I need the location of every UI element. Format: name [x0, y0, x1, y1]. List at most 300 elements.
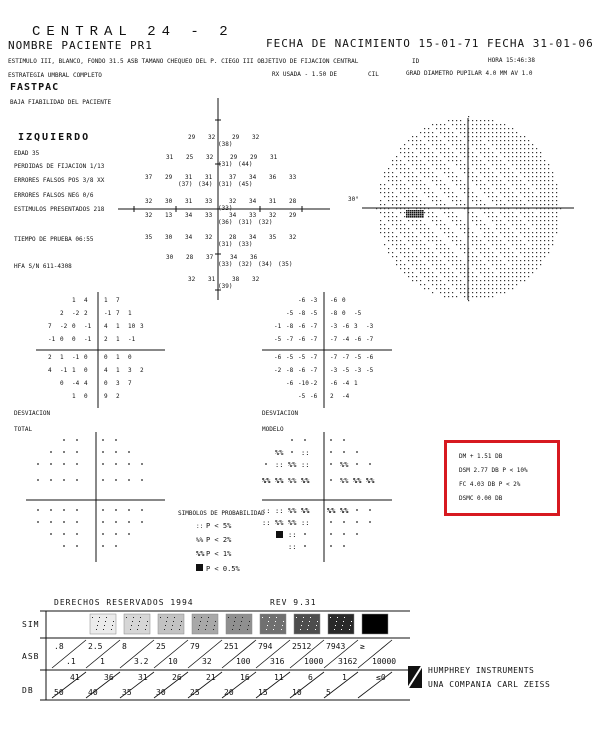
greyscale-dot: [532, 184, 533, 185]
greyscale-dot: [508, 168, 509, 169]
greyscale-dot: [488, 156, 489, 157]
greyscale-dot: [400, 172, 401, 173]
greyscale-dot: [500, 260, 501, 261]
greyscale-dot: [484, 256, 485, 257]
greyscale-dot: [416, 236, 417, 237]
greyscale-dot: [552, 196, 553, 197]
greyscale-dot: [500, 164, 501, 165]
asb-lower-value: 3162: [338, 657, 358, 666]
greyscale-dot: [440, 224, 441, 225]
greyscale-dot: [548, 208, 549, 209]
greyscale-dot: [496, 276, 497, 277]
greyscale-dot: [472, 296, 473, 297]
greyscale-dot: [516, 244, 517, 245]
greyscale-dot: [540, 200, 541, 201]
greyscale-dot: [464, 284, 465, 285]
greyscale-dot: [388, 236, 389, 237]
greyscale-dot: [440, 204, 441, 205]
greyscale-dot: [492, 256, 493, 257]
threshold-value: 28: [229, 234, 237, 241]
prob-symbol: %%: [288, 507, 297, 515]
asb-lower-value: 100: [236, 657, 251, 666]
greyscale-dot: [436, 136, 437, 137]
greyscale-dot: [516, 168, 517, 169]
greyscale-dot: [476, 196, 477, 197]
greyscale-dot: [484, 176, 485, 177]
greyscale-dot: [420, 132, 421, 133]
greyscale-dot: [544, 184, 545, 185]
greyscale-dot: [384, 236, 385, 237]
greyscale-dot: [536, 268, 537, 269]
greyscale-dot: [508, 280, 509, 281]
greyscale-dot: [396, 248, 397, 249]
greyscale-dot: [388, 176, 389, 177]
greyscale-dot: [436, 284, 437, 285]
greyscale-dot: [428, 192, 429, 193]
prob-symbol: ::: [288, 543, 297, 551]
blind-spot-dot: [414, 216, 416, 218]
prob-dot: [356, 451, 358, 453]
threshold-value: 13: [165, 212, 173, 219]
greyscale-dot: [428, 148, 429, 149]
greyscale-dot: [464, 132, 465, 133]
greyscale-dot: [396, 260, 397, 261]
greyscale-dot: [548, 164, 549, 165]
blind-spot-dot: [414, 210, 416, 212]
greyscale-dot: [396, 264, 397, 265]
greyscale-dot: [536, 164, 537, 165]
greyscale-dot: [512, 184, 513, 185]
greyscale-dot: [524, 152, 525, 153]
greyscale-dot: [544, 196, 545, 197]
greyscale-dot: [496, 124, 497, 125]
deviation-value: 7: [48, 323, 52, 330]
deviation-value: -4: [342, 336, 350, 343]
greyscale-dot: [492, 284, 493, 285]
greyscale-dot: [488, 148, 489, 149]
greyscale-dot: [504, 212, 505, 213]
greyscale-dot: [508, 160, 509, 161]
deviation-value: 4: [84, 380, 88, 387]
greyscale-dot: [440, 184, 441, 185]
greyscale-dot: [448, 272, 449, 273]
greyscale-dot: [536, 208, 537, 209]
greyscale-dot: [452, 284, 453, 285]
greyscale-dot: [548, 204, 549, 205]
greyscale-dot: [448, 140, 449, 141]
greyscale-dot: [432, 260, 433, 261]
greyscale-dot: [500, 144, 501, 145]
greyscale-dot: [388, 192, 389, 193]
greyscale-dot: [456, 144, 457, 145]
greyscale-dot: [556, 208, 557, 209]
greyscale-dot: [544, 244, 545, 245]
deviation-value: -7: [286, 336, 294, 343]
greyscale-dot: [468, 268, 469, 269]
greyscale-dot: [408, 256, 409, 257]
greyscale-dot: [556, 196, 557, 197]
greyscale-dot: [440, 160, 441, 161]
greyscale-dot: [420, 248, 421, 249]
greyscale-dot: [504, 140, 505, 141]
test-duration: TIEMPO DE PRUEBA 06:55: [14, 236, 94, 243]
prob-dot: [102, 521, 104, 523]
greyscale-dot: [492, 244, 493, 245]
greyscale-dot: [396, 236, 397, 237]
greyscale-dot: [512, 148, 513, 149]
greyscale-dot: [548, 196, 549, 197]
greyscale-dot: [504, 128, 505, 129]
deviation-value: 10: [128, 323, 136, 330]
greyscale-dot: [476, 164, 477, 165]
deviation-value: -5: [298, 393, 306, 400]
greyscale-dot: [476, 248, 477, 249]
greyscale-dot: [384, 196, 385, 197]
greyscale-dot: [392, 184, 393, 185]
greyscale-dot: [388, 200, 389, 201]
greyscale-dot: [404, 168, 405, 169]
greyscale-dot: [488, 272, 489, 273]
prob-dot: [128, 463, 130, 465]
greyscale-dot: [420, 164, 421, 165]
greyscale-dot: [508, 132, 509, 133]
greyscale-dot: [496, 216, 497, 217]
greyscale-dot: [524, 228, 525, 229]
prob-dot: [50, 451, 52, 453]
greyscale-dot: [504, 216, 505, 217]
greyscale-dot: [392, 244, 393, 245]
blind-spot-dot: [418, 216, 420, 218]
greyscale-dot: [384, 172, 385, 173]
greyscale-dot: [404, 268, 405, 269]
greyscale-dot: [540, 208, 541, 209]
greyscale-dot: [480, 148, 481, 149]
prob-symbol: ::: [288, 531, 297, 539]
greyscale-dot: [480, 244, 481, 245]
greyscale-dot: [460, 148, 461, 149]
deviation-value: -5: [342, 367, 350, 374]
greyscale-dot: [456, 156, 457, 157]
db-lower-value: 20: [224, 688, 234, 697]
prob-dot: [128, 509, 130, 511]
prob-dot: [115, 521, 117, 523]
greyscale-dot: [476, 264, 477, 265]
db-upper-value: 41: [70, 673, 80, 682]
db-lower-value: 5: [326, 688, 331, 697]
greyscale-dot: [500, 136, 501, 137]
greyscale-dot: [420, 228, 421, 229]
deviation-value: 1: [72, 393, 76, 400]
greyscale-dot: [524, 276, 525, 277]
greyscale-dot: [432, 200, 433, 201]
threshold-value: 37: [145, 174, 153, 181]
greyscale-dot: [428, 152, 429, 153]
greyscale-dot: [388, 208, 389, 209]
deviation-value: 7: [116, 297, 120, 304]
greyscale-dot: [512, 180, 513, 181]
scale-symbols: [56, 614, 388, 634]
greyscale-dot: [448, 268, 449, 269]
deviation-value: 3: [116, 380, 120, 387]
greyscale-dot: [504, 136, 505, 137]
deviation-value: -6: [298, 367, 306, 374]
greyscale-dot: [452, 156, 453, 157]
threshold-value: 32: [229, 198, 237, 205]
greyscale-dot: [444, 256, 445, 257]
asb-upper-value: 79: [190, 642, 200, 651]
prob-dot: [343, 533, 345, 535]
greyscale-dot: [556, 192, 557, 193]
greyscale-dot: [496, 256, 497, 257]
prob-dot: [369, 521, 371, 523]
greyscale-dot: [428, 248, 429, 249]
threshold-value: 34: [230, 254, 238, 261]
greyscale-dot: [428, 276, 429, 277]
greyscale-dot: [524, 208, 525, 209]
greyscale-dot: [512, 236, 513, 237]
greyscale-dot: [504, 272, 505, 273]
greyscale-dot: [460, 228, 461, 229]
greyscale-dot: [384, 208, 385, 209]
dev-model-label1: DESVIACION: [262, 410, 299, 417]
deviation-value: 2: [84, 310, 88, 317]
greyscale-dot: [456, 280, 457, 281]
greyscale-dot: [484, 296, 485, 297]
greyscale-dot: [420, 180, 421, 181]
greyscale-dot: [472, 176, 473, 177]
prob-symbol: ::: [262, 507, 271, 515]
greyscale-dot: [540, 176, 541, 177]
greyscale-dot: [460, 124, 461, 125]
prob-dot: [63, 451, 65, 453]
greyscale-dot: [420, 272, 421, 273]
prob-dot: [63, 439, 65, 441]
blind-spot-dot: [408, 214, 410, 216]
greyscale-dot: [524, 256, 525, 257]
greyscale-dot: [492, 296, 493, 297]
greyscale-dot: [476, 220, 477, 221]
greyscale-dot: [452, 236, 453, 237]
greyscale-dot: [424, 132, 425, 133]
greyscale-dot: [408, 180, 409, 181]
greyscale-dot: [392, 232, 393, 233]
greyscale-dot: [472, 240, 473, 241]
greyscale-dot: [500, 128, 501, 129]
deviation-value: 1: [116, 354, 120, 361]
greyscale-dot: [408, 188, 409, 189]
blind-spot-dot: [410, 214, 412, 216]
scale-symbol-box: [294, 614, 320, 634]
greyscale-dot: [536, 176, 537, 177]
greyscale-dot: [432, 192, 433, 193]
deviation-value: -6: [274, 354, 282, 361]
deviation-value: -1: [274, 323, 282, 330]
asb-upper-value: .8: [54, 642, 64, 651]
prob-dot: [50, 479, 52, 481]
index-psd: DSM 2.77 DB P < 10%: [459, 467, 528, 474]
greyscale-dot: [400, 220, 401, 221]
greyscale-dot: [392, 220, 393, 221]
greyscale-dot: [448, 136, 449, 137]
greyscale-dot: [476, 276, 477, 277]
greyscale-dot: [540, 232, 541, 233]
deviation-value: -5: [286, 354, 294, 361]
greyscale-dot: [400, 264, 401, 265]
greyscale-dot: [424, 164, 425, 165]
greyscale-dot: [488, 124, 489, 125]
greyscale-dot: [492, 176, 493, 177]
greyscale-dot: [464, 192, 465, 193]
greyscale-dot: [468, 116, 469, 117]
threshold-value: 36: [250, 254, 258, 261]
greyscale-dot: [508, 284, 509, 285]
greyscale-dot: [436, 224, 437, 225]
deviation-value: -6: [298, 297, 306, 304]
greyscale-dot: [480, 208, 481, 209]
greyscale-dot: [532, 172, 533, 173]
deviation-value: 1: [116, 323, 120, 330]
greyscale-dot: [528, 212, 529, 213]
prob-dot: [356, 463, 358, 465]
greyscale-dot: [460, 284, 461, 285]
asb-upper-value: 8: [122, 642, 127, 651]
greyscale-dot: [508, 288, 509, 289]
greyscale-dot: [420, 148, 421, 149]
greyscale-dot: [492, 292, 493, 293]
greyscale-dot: [420, 184, 421, 185]
greyscale-dot: [412, 180, 413, 181]
asb-lower-value: 10000: [372, 657, 397, 666]
deviation-value: -8: [330, 310, 338, 317]
greyscale-dot: [408, 268, 409, 269]
threshold-value: 34: [249, 198, 257, 205]
deviation-value: 0: [128, 354, 132, 361]
greyscale-dot: [540, 204, 541, 205]
deviation-value: -5: [354, 310, 362, 317]
greyscale-dot: [492, 192, 493, 193]
greyscale-dot: [448, 120, 449, 121]
greyscale-dot: [392, 224, 393, 225]
greyscale-dot: [404, 208, 405, 209]
greyscale-dot: [472, 252, 473, 253]
greyscale-dot: [448, 192, 449, 193]
deviation-value: -8: [286, 323, 294, 330]
greyscale-dot: [456, 288, 457, 289]
greyscale-dot: [480, 252, 481, 253]
greyscale-dot: [468, 188, 469, 189]
greyscale-dot: [540, 216, 541, 217]
deviation-value: 2: [140, 367, 144, 374]
prob-dot: [330, 479, 332, 481]
greyscale-dot: [388, 252, 389, 253]
deviation-value: 2: [48, 354, 52, 361]
greyscale-dot: [420, 280, 421, 281]
greyscale-dot: [556, 220, 557, 221]
greyscale-dot: [484, 276, 485, 277]
greyscale-dot: [432, 232, 433, 233]
greyscale-dot: [528, 252, 529, 253]
greyscale-dot: [464, 168, 465, 169]
greyscale-dot: [436, 260, 437, 261]
greyscale-dot: [532, 148, 533, 149]
greyscale-dot: [464, 288, 465, 289]
greyscale-dot: [504, 232, 505, 233]
greyscale-dot: [484, 184, 485, 185]
greyscale-dot: [468, 132, 469, 133]
brand-line1: HUMPHREY INSTRUMENTS: [428, 666, 535, 675]
deviation-value: -5: [298, 354, 306, 361]
greyscale-dot: [416, 140, 417, 141]
greyscale-dot: [460, 244, 461, 245]
greyscale-dot: [468, 288, 469, 289]
greyscale-dot: [440, 280, 441, 281]
greyscale-dot: [460, 288, 461, 289]
prob-dot: [343, 545, 345, 547]
deviation-value: 0: [60, 380, 64, 387]
db-lower-value: 25: [190, 688, 200, 697]
greyscale-dot: [500, 248, 501, 249]
threshold-value: 31: [205, 174, 213, 181]
greyscale-dot: [504, 280, 505, 281]
dev-model-label2: MODELO: [262, 426, 284, 433]
greyscale-dot: [428, 212, 429, 213]
greyscale-dot: [416, 264, 417, 265]
prob-dot: [115, 479, 117, 481]
deviation-value: -3: [310, 297, 318, 304]
prob-dot: [37, 509, 39, 511]
greyscale-dot: [472, 256, 473, 257]
greyscale-dot: [544, 256, 545, 257]
greyscale-dot: [468, 256, 469, 257]
greyscale-dot: [416, 180, 417, 181]
greyscale-dot: [404, 232, 405, 233]
prob-dot: [141, 479, 143, 481]
legend-item-2: %% P < 2%: [196, 536, 232, 544]
greyscale-dot: [412, 172, 413, 173]
blind-spot-dot: [412, 214, 414, 216]
greyscale-dot: [444, 296, 445, 297]
greyscale-dot: [508, 200, 509, 201]
greyscale-dot: [452, 144, 453, 145]
greyscale-dot: [432, 152, 433, 153]
greyscale-dot: [388, 188, 389, 189]
greyscale-dot: [544, 180, 545, 181]
greyscale-dot: [512, 152, 513, 153]
greyscale-dot: [480, 160, 481, 161]
greyscale-dot: [520, 156, 521, 157]
deviation-value: 0: [104, 380, 108, 387]
greyscale-dot: [420, 220, 421, 221]
greyscale-dot: [504, 248, 505, 249]
greyscale-dot: [396, 156, 397, 157]
greyscale-dot: [472, 292, 473, 293]
greyscale-dot: [508, 212, 509, 213]
greyscale-dot: [412, 156, 413, 157]
greyscale-dot: [472, 196, 473, 197]
greyscale-dot: [460, 120, 461, 121]
greyscale-dot: [536, 256, 537, 257]
greyscale-dot: [496, 204, 497, 205]
asb-upper-value: ≥: [360, 642, 365, 651]
greyscale-dot: [488, 120, 489, 121]
greyscale-dot: [432, 196, 433, 197]
greyscale-dot: [444, 124, 445, 125]
deviation-value: -7: [330, 354, 338, 361]
prob-symbol: %%: [366, 477, 375, 485]
greyscale-dot: [468, 260, 469, 261]
greyscale-dot: [488, 252, 489, 253]
greyscale-dot: [416, 220, 417, 221]
